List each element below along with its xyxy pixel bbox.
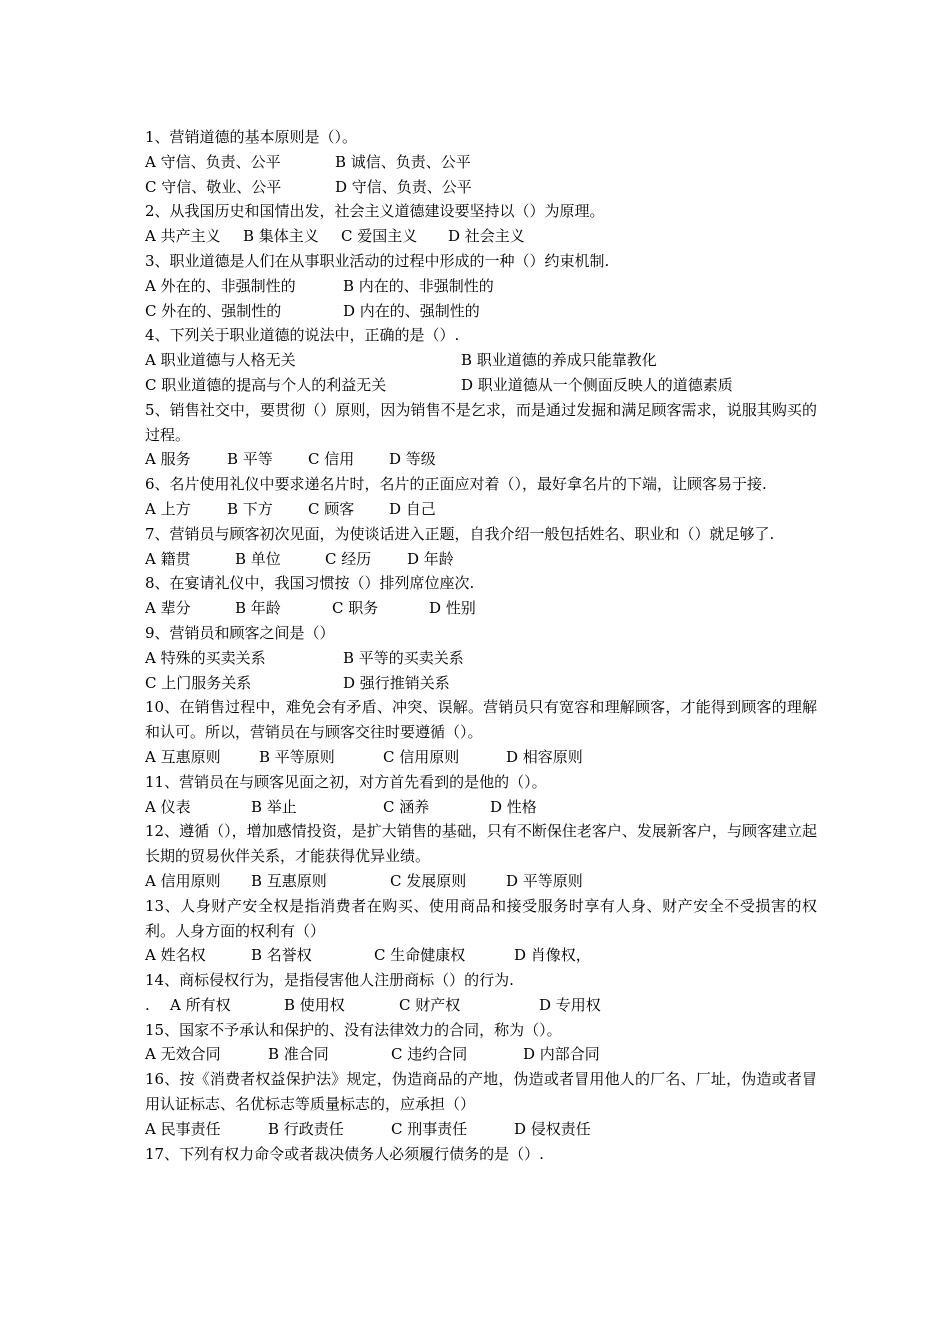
option-row [145, 547, 817, 572]
answer-option: D 专用权 [539, 995, 601, 1014]
question-text: 15、国家不予承认和保护的、没有法律效力的合同，称为（）。 [145, 1020, 562, 1039]
answer-option: C 生命健康权 [374, 946, 466, 965]
option-row [145, 373, 817, 398]
answer-option: A 所有权 [170, 995, 231, 1014]
option-row [145, 869, 817, 894]
answer-option: C 经历 [325, 549, 372, 568]
question-text: 1、营销道德的基本原则是（）。 [145, 128, 358, 146]
question-text: 4、下列关于职业道德的说法中，正确的是（）. [145, 326, 460, 345]
answer-option: A 互惠原则 [145, 747, 221, 766]
answer-option: C 财产权 [399, 995, 461, 1014]
answer-option: B 诚信、负责、公平 [335, 152, 471, 171]
option-row [145, 150, 817, 175]
answer-option: D 侵权责任 [514, 1119, 591, 1138]
question-text: 10、在销售过程中，难免会有矛盾、冲突、误解。营销员只有宽容和理解顾客，才能得到顾客的理解和认可。所以，营销员在与顾客交往时要遵循（）。 [145, 698, 817, 742]
answer-option: C 顾客 [308, 499, 355, 518]
answer-option: B 平等的买卖关系 [343, 648, 464, 667]
option-row [145, 447, 817, 472]
answer-option: D 自己 [389, 499, 436, 518]
answer-option: B 平等原则 [259, 747, 335, 766]
answer-option: C 信用 [308, 450, 355, 469]
question-text: 7、营销员与顾客初次见面，为使谈话进入正题，自我介绍一般包括姓名、职业和（）就足够了. [145, 524, 775, 543]
question-text: 5、销售社交中，要贯彻（）原则，因为销售不是乞求，而是通过发掘和满足顾客需求，说服其购买的过程。 [145, 400, 817, 444]
answer-option: D 等级 [389, 450, 436, 469]
option-row [145, 348, 817, 373]
question-list [145, 125, 817, 1166]
answer-option: B 行政责任 [268, 1119, 344, 1138]
answer-option: B 名誉权 [251, 946, 312, 965]
answer-option: B 单位 [235, 549, 281, 568]
option-row [145, 497, 817, 522]
answer-option: A 共产主义 [145, 227, 221, 246]
option-row [145, 299, 817, 324]
answer-option: A 上方 [145, 499, 191, 518]
answer-option: B 集体主义 [243, 227, 319, 246]
answer-option: C 职务 [332, 599, 379, 618]
answer-option: D 职业道德从一个侧面反映人的道德素质 [461, 375, 733, 394]
answer-option: D 内在的、强制性的 [343, 301, 480, 320]
answer-option: C 信用原则 [383, 747, 460, 766]
answer-option: B 举止 [251, 797, 297, 816]
answer-option: D 内部合同 [523, 1045, 600, 1064]
answer-option: C 外在的、强制性的 [145, 301, 282, 320]
question-text: 6、名片使用礼仪中要求递名片时，名片的正面应对着（），最好拿名片的下端，让顾客易于接. [145, 475, 767, 494]
answer-option: A 无效合同 [145, 1045, 221, 1064]
answer-option: A 民事责任 [145, 1119, 221, 1138]
answer-option: D 社会主义 [448, 227, 525, 246]
answer-option: C 刑事责任 [391, 1119, 468, 1138]
option-row [145, 175, 817, 200]
option-row [145, 1117, 817, 1142]
answer-option: D 肖像权， [514, 946, 591, 965]
answer-option: D 性别 [429, 599, 476, 618]
answer-option: D 性格 [490, 797, 537, 816]
question-text: 11、营销员在与顾客见面之初，对方首先看到的是他的（）。 [145, 772, 547, 791]
answer-option: C 职业道德的提高与个人的利益无关 [145, 375, 387, 394]
answer-option: A 仪表 [145, 797, 191, 816]
answer-option: A 特殊的买卖关系 [145, 648, 266, 667]
answer-option: A 辈分 [145, 599, 191, 618]
answer-option: A 职业道德与人格无关 [145, 351, 296, 370]
option-row [145, 224, 817, 249]
answer-option: A 服务 [145, 450, 191, 469]
answer-option: B 平等 [227, 450, 273, 469]
option-row [145, 1042, 817, 1067]
option-row [145, 993, 817, 1018]
question-text: 13、人身财产安全权是指消费者在购买、使用商品和接受服务时享有人身、财产安全不受损害的权利。人身方面的权利有（） [145, 896, 817, 940]
question-text: 2、从我国历史和国情出发，社会主义道德建设要坚持以（）为原理。 [145, 202, 605, 221]
option-row [145, 745, 817, 770]
answer-option: C 上门服务关系 [145, 673, 252, 692]
option-row [145, 596, 817, 621]
answer-option: C 守信、敬业、公平 [145, 177, 282, 196]
question-text: 17、下列有权力命令或者裁决债务人必须履行债务的是（）. [145, 1144, 544, 1163]
answer-option: A 守信、负责、公平 [145, 152, 281, 171]
answer-option: B 内在的、非强制性的 [343, 276, 494, 295]
answer-option: B 职业道德的养成只能靠教化 [461, 351, 657, 370]
option-row [145, 795, 817, 820]
answer-option: C 爱国主义 [341, 227, 418, 246]
answer-option: B 互惠原则 [251, 871, 327, 890]
option-row [145, 943, 817, 968]
answer-option: . [145, 995, 150, 1014]
answer-option: A 姓名权 [145, 946, 206, 965]
answer-option: D 相容原则 [506, 747, 583, 766]
answer-option: A 信用原则 [145, 871, 221, 890]
option-row [145, 646, 817, 671]
question-text: 9、营销员和顾客之间是（） [145, 623, 335, 642]
question-text: 16、按《消费者权益保护法》规定，伪造商品的产地，伪造或者冒用他人的厂名、厂址，伪造或者冒用认证标志、名优标志等质量标志的，应承担（） [145, 1070, 817, 1114]
answer-option: B 年龄 [235, 599, 281, 618]
question-text: 14、商标侵权行为，是指侵害他人注册商标（）的行为. [145, 971, 514, 990]
answer-option: A 外在的、非强制性的 [145, 276, 296, 295]
answer-option: C 发展原则 [390, 871, 467, 890]
question-text: 8、在宴请礼仪中，我国习惯按（）排列席位座次. [145, 574, 475, 593]
answer-option: D 平等原则 [506, 871, 583, 890]
question-text: 3、职业道德是人们在从事职业活动的过程中形成的一种（）约束机制. [145, 251, 610, 270]
answer-option: C 违约合同 [391, 1045, 468, 1064]
answer-option: D 强行推销关系 [343, 673, 450, 692]
option-row [145, 671, 817, 696]
answer-option: A 籍贯 [145, 549, 191, 568]
answer-option: B 准合同 [268, 1045, 329, 1064]
answer-option: D 年龄 [407, 549, 454, 568]
answer-option: B 使用权 [284, 995, 345, 1014]
answer-option: B 下方 [227, 499, 273, 518]
question-text: 12、遵循（），增加感情投资，是扩大销售的基础，只有不断保住老客户、发展新客户，与顾客建立起长期的贸易伙伴关系，才能获得优异业绩。 [145, 822, 817, 866]
answer-option: D 守信、负责、公平 [335, 177, 472, 196]
answer-option: C 涵养 [383, 797, 430, 816]
option-row [145, 274, 817, 299]
